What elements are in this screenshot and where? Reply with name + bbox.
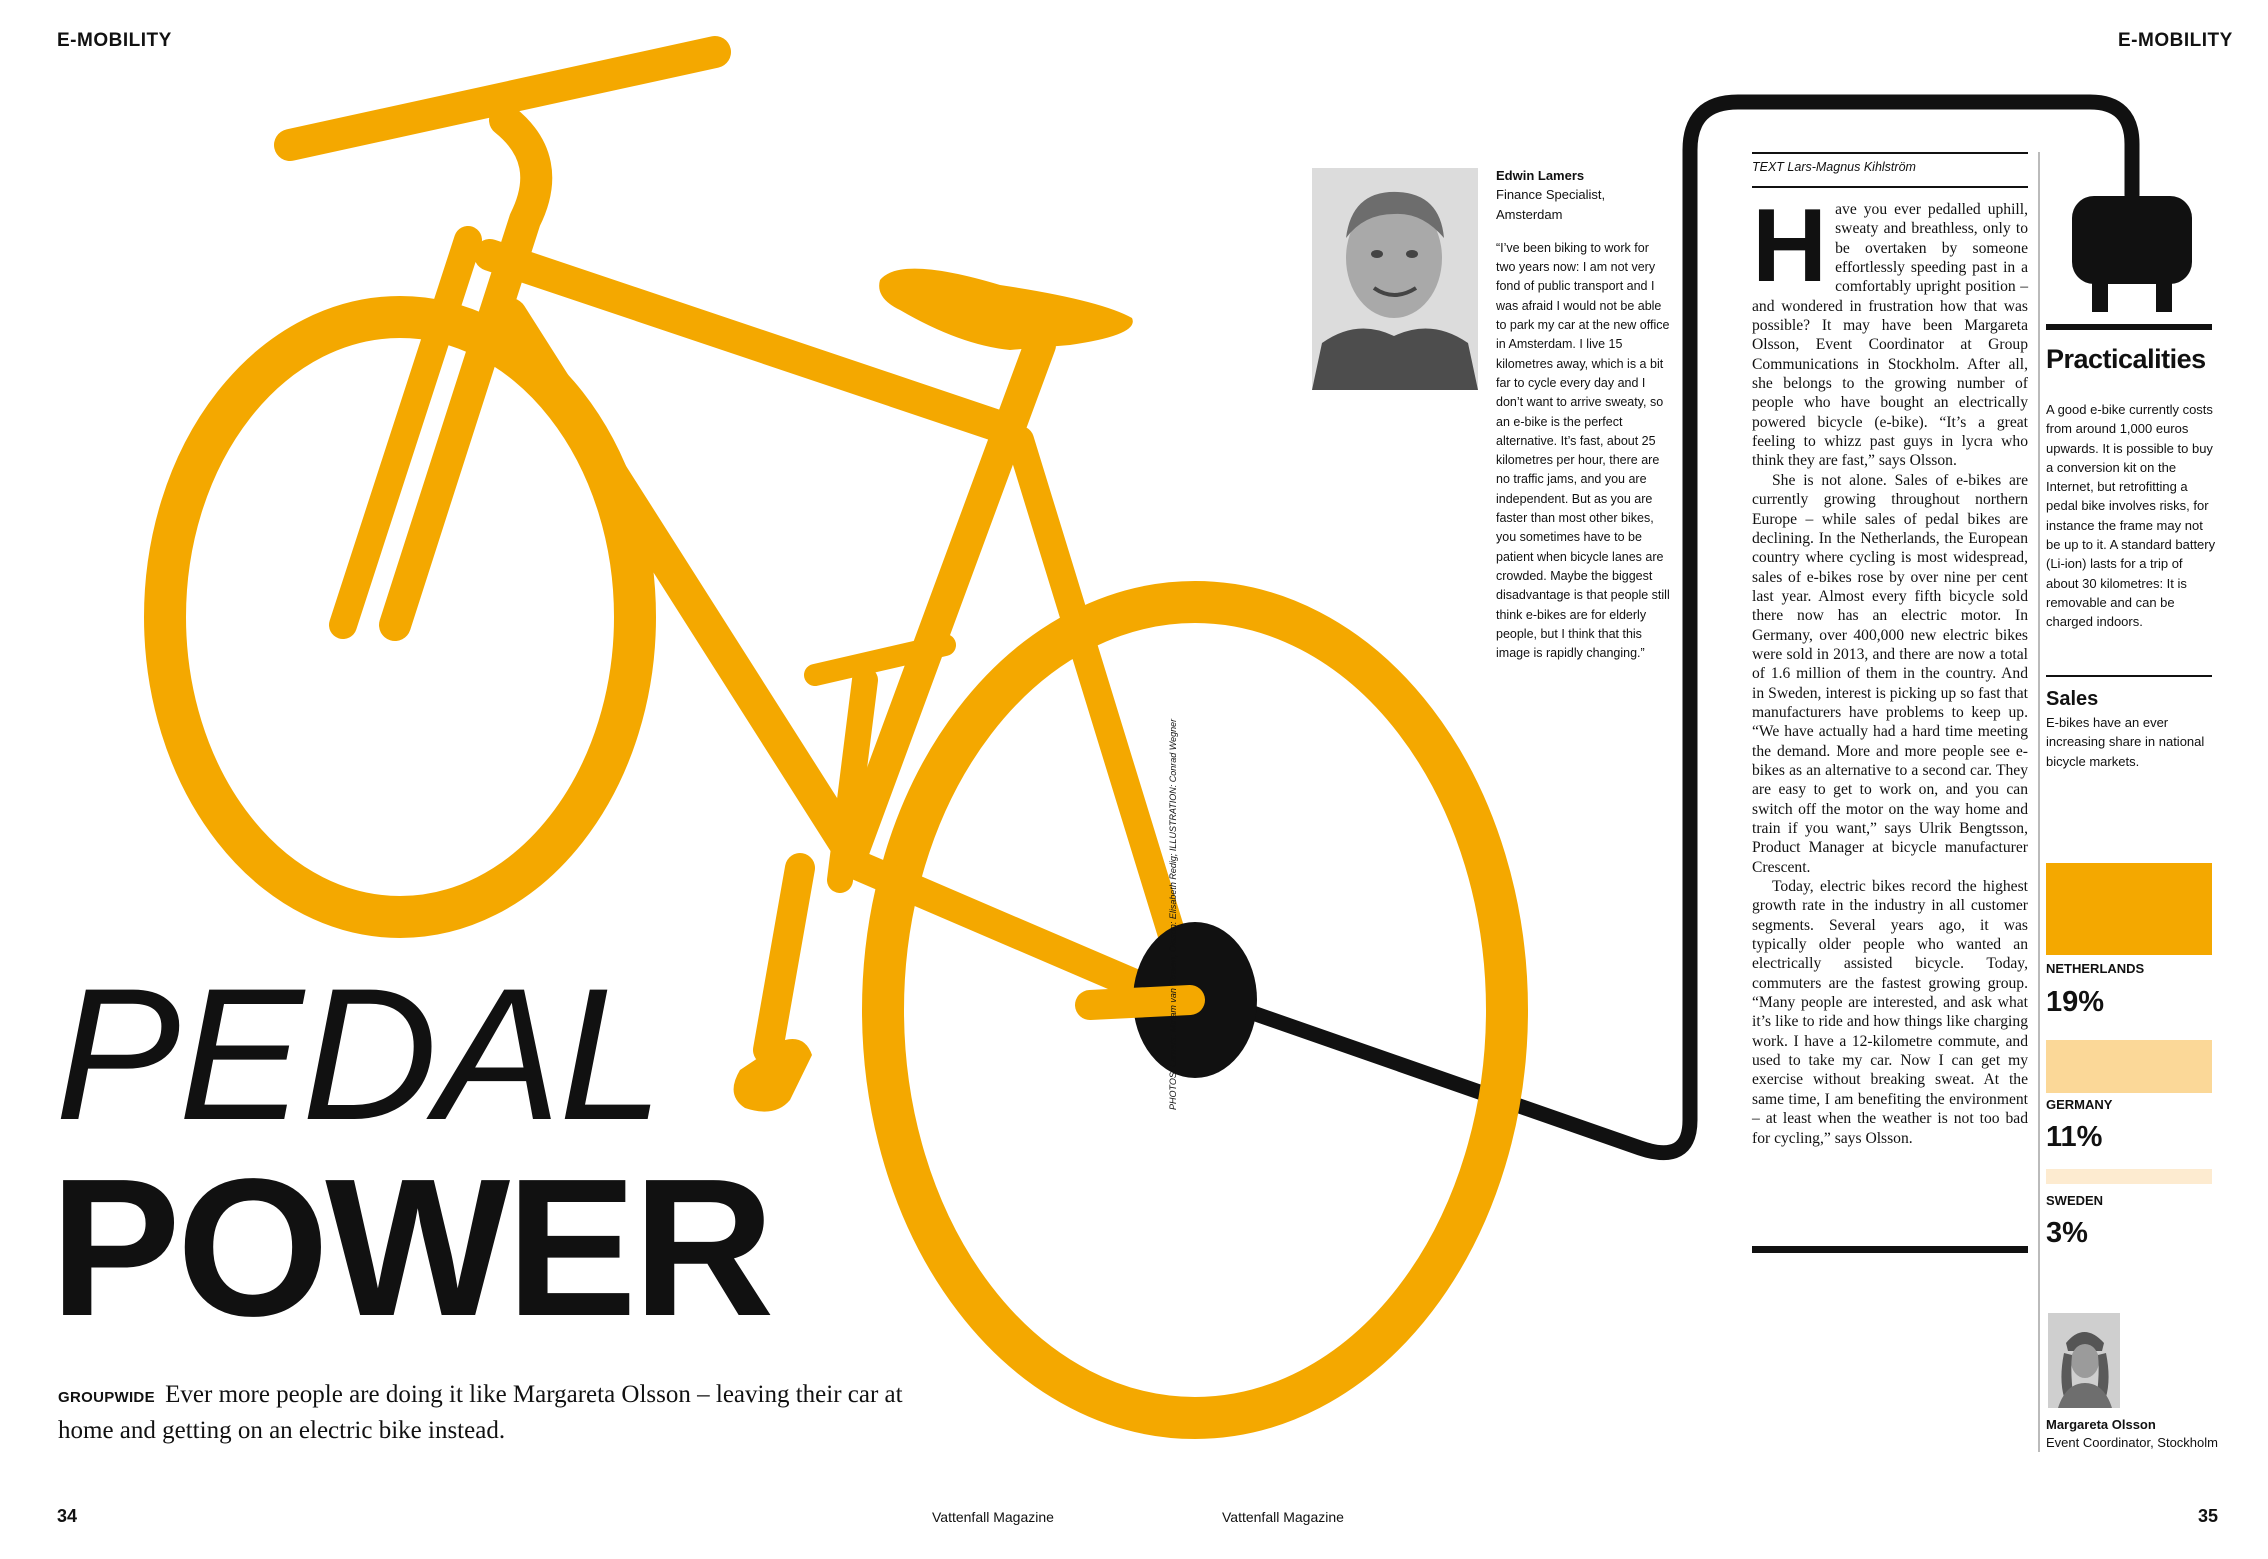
sales-heading: Sales: [2046, 688, 2099, 710]
article-end-rule: [1752, 1246, 2028, 1253]
sidebar-heading: Practicalities: [2046, 344, 2206, 374]
article-body: [1752, 188, 2028, 1148]
sales-bar-sweden: [2046, 1169, 2212, 1184]
sidebar-text: A good e-bike currently costs from around 1,000 euros upwards. It is possible to buy a conversion kit on the Internet, but retrofitting a pedal bike involves risks, for instance the frame may not be up to it. A standard battery (Li-ion) lasts for a trip of about 30 kilometres: It is removable and can be charged indoors.: [2046, 402, 2216, 630]
sales-label-germany: GERMANY: [2046, 1097, 2113, 1112]
sales-bar-netherlands: [2046, 863, 2212, 955]
page-number-left: 34: [57, 1506, 78, 1526]
quote-role-line-2: Amsterdam: [1496, 206, 1563, 222]
article-paragraph-3: Today, electric bikes record the highest growth rate in the industry in all customer segments. Several years ago, it was typically older people who wanted an electrically assisted bicycle. Today, commuters are the fastest growing group. “Many people are interested, and ask what it’s like to ride and how things like charging work. I have a 12-kilometre commute, and used to take my car. Now I can get my exercise without breaking sweat. At the same time, I am benefiting the environment – at least when the weather is not too bad for cycling,” says Olsson.: [1752, 878, 2028, 1147]
section-label-left: E-MOBILITY: [57, 30, 172, 51]
title-line-2: POWER: [50, 1138, 771, 1357]
sales-text: E-bikes have an ever increasing share in national bicycle markets.: [2046, 715, 2205, 769]
title-line-1: PEDAL: [55, 949, 662, 1159]
intro-paragraph: [58, 1378, 958, 1447]
sales-value-netherlands: 19%: [2046, 986, 2105, 1018]
olsson-role: Event Coordinator, Stockholm: [2046, 1435, 2218, 1450]
article-byline: TEXT Lars-Magnus Kihlström: [1752, 160, 1916, 174]
section-label-right: E-MOBILITY: [2118, 30, 2233, 51]
bike-saddle: [879, 269, 1133, 350]
plug-icon: [2072, 196, 2192, 312]
drop-cap: H: [1752, 188, 1828, 304]
quote-role-line-1: Finance Specialist,: [1496, 187, 1606, 203]
magazine-name-left: Vattenfall Magazine: [932, 1509, 1054, 1525]
photo-credits: PHOTOS: Lamers: Miriam van Stralen; Olsson: Elisabeth Redig; ILLUSTRATION: Conrad Wegner: [1168, 718, 1178, 1110]
down-tube: [510, 315, 850, 850]
sidebar-top-rule: [2046, 324, 2212, 330]
quote-person-name: Edwin Lamers: [1496, 168, 1585, 183]
sidebar-rule: [2046, 675, 2212, 677]
crank-arm: [768, 868, 800, 1050]
sales-label-netherlands: NETHERLANDS: [2046, 961, 2145, 976]
bike-pedal: [734, 1039, 812, 1112]
sales-label-sweden: SWEDEN: [2046, 1193, 2104, 1208]
article-paragraph-2: She is not alone. Sales of e-bikes are currently growing throughout northern Europe – while sales of pedal bikes are declining. In the Netherlands, the European country where cycling is most widespread, sales of e-bikes rose by over nine per cent last year. Almost every fifth bicycle sold there now has an electric motor. In Germany, over 400,000 new electric bikes were sold in 2013, and there are now a total of 1.6 million of them in the country. And in Sweden, interest is picking up so fast that manufacturers have problems to keep up. “We have actually had a hard time meeting the demand. More and more people see e-bikes as an alternative to a second car. They are easy to get to work on, and you can switch off the motor on the way home and train if you want,” says Ulrik Bengtsson, Product Manager at bicycle manufacturer Crescent.: [1752, 471, 2028, 876]
sales-value-germany: 11%: [2046, 1121, 2103, 1153]
article-paragraph-1-text: ave you ever pedalled uphill, sweaty and breathless, only to be overtaken by someone effortlessly speeding past in a comfortably upright position – and wondered in frustration how that was possible? It may have been Margareta Olsson, Event Coordinator at Group Communications in Stockholm. After all, she belongs to the growing number of people who have bought an electrically powered bicycle (e-bike). “It’s a great feeling to whizz past guys in lycra who think they are fast,” says Olsson.: [1752, 201, 2028, 470]
page-number-right: 35: [2198, 1506, 2219, 1526]
sales-value-sweden: 3%: [2046, 1217, 2088, 1249]
quote-column: [1496, 166, 1671, 663]
portrait-margareta-olsson: [2048, 1313, 2120, 1408]
portrait-edwin-lamers: [1312, 168, 1478, 390]
column-divider: [2038, 152, 2040, 1452]
article-paragraph-1: [1752, 188, 2028, 471]
sales-bar-germany: [2046, 1040, 2212, 1093]
byline-rule-top: [1752, 152, 2028, 154]
quote-person-role: [1496, 185, 1671, 224]
magazine-name-right: Vattenfall Magazine: [1222, 1509, 1344, 1525]
intro-kicker: GROUPWIDE: [58, 1389, 155, 1406]
intro-text: Ever more people are doing it like Margareta Olsson – leaving their car at home and getting on an electric bike instead.: [58, 1381, 903, 1444]
olsson-name: Margareta Olsson: [2046, 1417, 2156, 1432]
quote-text: “I’ve been biking to work for two years now: I am not very fond of public transport and I was afraid I would not be able to park my car at the new office in Amsterdam. I live 15 kilometres away, which is a bit far to cycle every day and I don’t want to arrive sweaty, so an e-bike is the perfect alternative. It’s fast, about 25 kilometres per hour, there are no traffic jams, and you are independent. But as you are faster than most other bikes, you sometimes have to be patient when bicycle lanes are crowded. Maybe the biggest disadvantage is that people still think e-bikes are for elderly people, but I think that this image is rapidly changing.”: [1496, 240, 1670, 661]
